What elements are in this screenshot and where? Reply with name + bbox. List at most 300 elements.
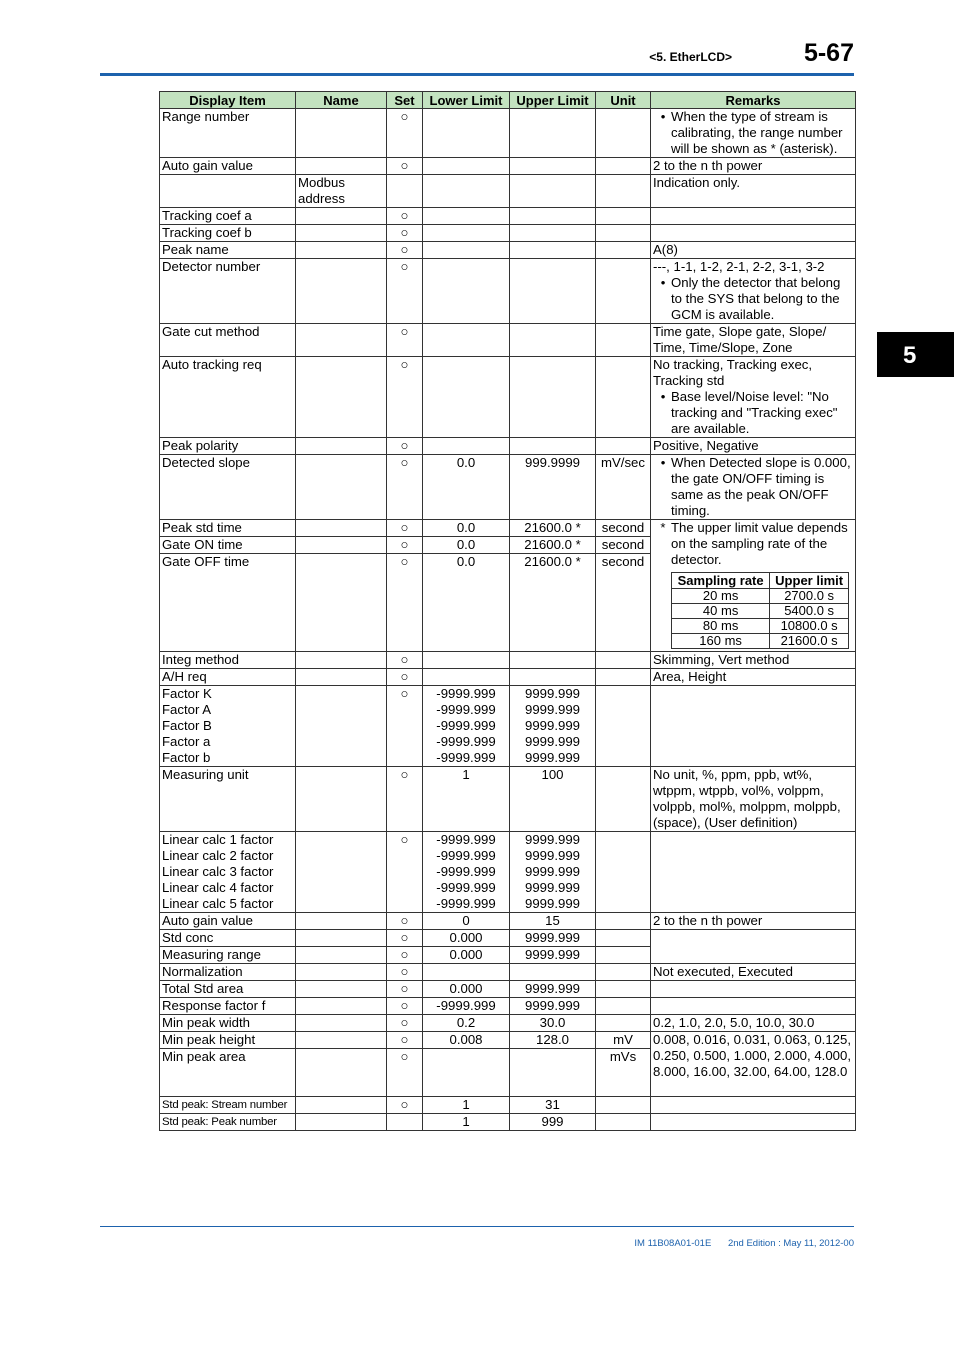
- unit-cell: [596, 981, 651, 998]
- set-mark: ○: [387, 1015, 423, 1032]
- lower-limit: [423, 652, 510, 669]
- factor-label: Linear calc 2 factor: [162, 848, 274, 863]
- display-item: Tracking coef b: [160, 225, 296, 242]
- lower-value: -9999.999: [436, 880, 496, 895]
- name-cell: [296, 998, 387, 1015]
- remarks: 2 to the n th power: [651, 913, 856, 930]
- display-item: Auto tracking req: [160, 357, 296, 438]
- table-row: [160, 669, 856, 686]
- set-mark: ○: [387, 455, 423, 520]
- bullet: •: [660, 455, 666, 470]
- table-row: [160, 158, 856, 175]
- upper-limit: 999: [510, 1114, 596, 1131]
- col-header: Lower Limit: [423, 92, 510, 109]
- set-mark: ○: [387, 537, 423, 554]
- upper-limit: 9999.999: [510, 930, 596, 947]
- table-row: [160, 455, 856, 520]
- set-mark: ○: [387, 242, 423, 259]
- table-row: [160, 1015, 856, 1032]
- name-cell: [296, 981, 387, 998]
- table-row: [160, 832, 856, 913]
- sub-col-header: Upper limit: [770, 573, 849, 589]
- remark-text: When the type of stream is calibrating, the range number will be shown as * (asterisk).: [671, 109, 843, 156]
- remarks: [651, 109, 856, 158]
- lower-value: -9999.999: [436, 864, 496, 879]
- upper-limit: [510, 109, 596, 158]
- upper-limit: [510, 158, 596, 175]
- upper-limit: 100: [510, 767, 596, 832]
- unit-cell: mV: [596, 1032, 651, 1049]
- display-item: Measuring range: [160, 947, 296, 964]
- document-id: IM 11B08A01-01E: [634, 1238, 712, 1249]
- remarks: [651, 259, 856, 324]
- factor-label: Factor B: [162, 718, 212, 733]
- name-cell: [296, 913, 387, 930]
- unit-cell: [596, 1015, 651, 1032]
- remarks: Indication only.: [651, 175, 856, 208]
- unit-cell: [596, 158, 651, 175]
- lower-limit: 0.0: [423, 455, 510, 520]
- display-item: Measuring unit: [160, 767, 296, 832]
- name-cell: [296, 554, 387, 652]
- display-item: Min peak height: [160, 1032, 296, 1049]
- remarks: [651, 520, 856, 652]
- lower-value: -9999.999: [436, 848, 496, 863]
- factor-label: Factor a: [162, 734, 211, 749]
- set-mark: ○: [387, 669, 423, 686]
- display-item: Total Std area: [160, 981, 296, 998]
- name-cell: [296, 158, 387, 175]
- unit-cell: [596, 832, 651, 913]
- name-cell: [296, 208, 387, 225]
- lower-limit: -9999.999: [423, 998, 510, 1015]
- display-item: Gate OFF time: [160, 554, 296, 652]
- set-mark: ○: [387, 652, 423, 669]
- unit-cell: [596, 767, 651, 832]
- lower-limit: 1: [423, 1114, 510, 1131]
- upper-limit: [510, 357, 596, 438]
- display-item: Std peak: Stream number: [160, 1097, 296, 1114]
- unit-cell: second: [596, 537, 651, 554]
- table-row: [160, 208, 856, 225]
- set-mark: ○: [387, 981, 423, 998]
- lower-limit: [423, 324, 510, 357]
- remarks: [651, 686, 856, 767]
- upper-limit: 9999.999: [510, 981, 596, 998]
- remark-text: Base level/Noise level: "No tracking and "Tracking exec" are available.: [671, 389, 838, 436]
- upper-limit: [510, 225, 596, 242]
- lower-value: -9999.999: [436, 734, 496, 749]
- remarks: Skimming, Vert method: [651, 652, 856, 669]
- upper-value: 9999.999: [524, 880, 580, 895]
- lower-value: -9999.999: [436, 702, 496, 717]
- name-cell: [296, 686, 387, 767]
- upper-limit: 31: [510, 1097, 596, 1114]
- sampling-rate: 40 ms: [672, 604, 770, 619]
- table-row: [160, 1114, 856, 1131]
- remarks: Positive, Negative: [651, 438, 856, 455]
- name-cell: Modbus address: [296, 175, 387, 208]
- unit-cell: [596, 669, 651, 686]
- footer: [620, 1238, 854, 1249]
- section-title: <5. EtherLCD>: [649, 50, 732, 64]
- name-cell: [296, 520, 387, 537]
- name-cell: [296, 1032, 387, 1049]
- set-mark: ○: [387, 109, 423, 158]
- upper-limit: 9999.999: [510, 947, 596, 964]
- upper-limit: 128.0: [510, 1032, 596, 1049]
- table-row: [160, 242, 856, 259]
- display-item: A/H req: [160, 669, 296, 686]
- lower-limit: 0.000: [423, 930, 510, 947]
- lower-limit: 0.2: [423, 1015, 510, 1032]
- upper-limit: [510, 832, 596, 913]
- set-mark: ○: [387, 1049, 423, 1097]
- name-cell: [296, 1114, 387, 1131]
- upper-limit: 9999.999: [510, 998, 596, 1015]
- display-item: Integ method: [160, 652, 296, 669]
- table-row: [160, 652, 856, 669]
- unit-cell: mVs: [596, 1049, 651, 1097]
- col-header: Unit: [596, 92, 651, 109]
- upper-limit: [510, 324, 596, 357]
- unit-cell: [596, 357, 651, 438]
- unit-cell: [596, 242, 651, 259]
- name-cell: [296, 832, 387, 913]
- lower-value: -9999.999: [436, 896, 496, 911]
- remark-text: ---, 1-1, 1-2, 2-1, 2-2, 3-1, 3-2: [653, 259, 825, 274]
- lower-limit: 0.000: [423, 981, 510, 998]
- lower-limit: 0.0: [423, 537, 510, 554]
- table-row: [160, 998, 856, 1015]
- unit-cell: [596, 930, 651, 947]
- upper-value: 9999.999: [524, 750, 580, 765]
- table-row: [160, 686, 856, 767]
- name-cell: [296, 947, 387, 964]
- display-item: Auto gain value: [160, 913, 296, 930]
- lower-limit: [423, 964, 510, 981]
- table-row: [160, 520, 856, 537]
- set-mark: ○: [387, 208, 423, 225]
- page-number: 5-67: [803, 39, 854, 67]
- col-header: Display Item: [160, 92, 296, 109]
- lower-limit: [423, 225, 510, 242]
- name-cell: [296, 225, 387, 242]
- unit-cell: [596, 175, 651, 208]
- lower-value: -9999.999: [436, 718, 496, 733]
- remarks: Not executed, Executed: [651, 964, 856, 981]
- parameter-table: [159, 91, 856, 1131]
- upper-limit: [510, 669, 596, 686]
- asterisk: *: [660, 520, 666, 535]
- header-rule: [100, 73, 854, 76]
- lower-limit: [423, 259, 510, 324]
- unit-cell: [596, 652, 651, 669]
- sampling-note: The upper limit value depends on the sampling rate of the detector.: [671, 520, 848, 567]
- lower-limit: [423, 832, 510, 913]
- set-mark: [387, 1114, 423, 1131]
- display-item: Min peak area: [160, 1049, 296, 1097]
- unit-cell: [596, 225, 651, 242]
- lower-limit: [423, 109, 510, 158]
- remarks: 0.2, 1.0, 2.0, 5.0, 10.0, 30.0: [651, 1015, 856, 1032]
- display-item: Peak name: [160, 242, 296, 259]
- remarks: 0.008, 0.016, 0.031, 0.063, 0.125, 0.250, 0.500, 1.000, 2.000, 4.000, 8.000, 16.00, 32.00, 64.00, 128.0: [651, 1032, 856, 1097]
- remarks: [651, 1114, 856, 1131]
- unit-cell: [596, 686, 651, 767]
- name-cell: [296, 438, 387, 455]
- table-row: [160, 109, 856, 158]
- lower-limit: 0.0: [423, 520, 510, 537]
- name-cell: [296, 455, 387, 520]
- display-item: Peak polarity: [160, 438, 296, 455]
- set-mark: ○: [387, 438, 423, 455]
- set-mark: ○: [387, 225, 423, 242]
- lower-value: -9999.999: [436, 832, 496, 847]
- upper-limit-value: 5400.0 s: [770, 604, 849, 619]
- display-item: [160, 686, 296, 767]
- upper-limit: 21600.0 *: [510, 554, 596, 652]
- unit-cell: [596, 438, 651, 455]
- name-cell: [296, 242, 387, 259]
- name-cell: [296, 767, 387, 832]
- unit-cell: [596, 1097, 651, 1114]
- name-cell: [296, 109, 387, 158]
- display-item: Range number: [160, 109, 296, 158]
- display-item: Peak std time: [160, 520, 296, 537]
- remarks: [651, 208, 856, 225]
- unit-cell: [596, 208, 651, 225]
- table-row: [160, 324, 856, 357]
- lower-limit: [423, 175, 510, 208]
- lower-limit: [423, 438, 510, 455]
- set-mark: ○: [387, 357, 423, 438]
- unit-cell: [596, 1114, 651, 1131]
- upper-limit: [510, 652, 596, 669]
- lower-limit: 1: [423, 767, 510, 832]
- name-cell: [296, 324, 387, 357]
- factor-label: Factor b: [162, 750, 211, 765]
- name-cell: [296, 259, 387, 324]
- sampling-rate: 80 ms: [672, 619, 770, 634]
- unit-cell: second: [596, 554, 651, 652]
- table-row: [160, 964, 856, 981]
- lower-limit: [423, 242, 510, 259]
- set-mark: ○: [387, 554, 423, 652]
- set-mark: ○: [387, 832, 423, 913]
- table-row: [160, 438, 856, 455]
- factor-label: Linear calc 1 factor: [162, 832, 274, 847]
- set-mark: ○: [387, 686, 423, 767]
- display-item: Auto gain value: [160, 158, 296, 175]
- remarks: A(8): [651, 242, 856, 259]
- set-mark: ○: [387, 998, 423, 1015]
- unit-cell: [596, 324, 651, 357]
- display-item: Detector number: [160, 259, 296, 324]
- lower-limit: 1: [423, 1097, 510, 1114]
- remarks: [651, 357, 856, 438]
- display-item: Min peak width: [160, 1015, 296, 1032]
- lower-limit: 0.008: [423, 1032, 510, 1049]
- upper-limit: 21600.0 *: [510, 520, 596, 537]
- table-row: [160, 1097, 856, 1114]
- name-cell: [296, 1015, 387, 1032]
- table-row: [160, 930, 856, 947]
- upper-limit: 30.0: [510, 1015, 596, 1032]
- table-row: [160, 259, 856, 324]
- upper-limit: [510, 1049, 596, 1097]
- upper-value: 9999.999: [524, 686, 580, 701]
- name-cell: [296, 964, 387, 981]
- bullet: •: [660, 389, 666, 404]
- upper-limit: [510, 686, 596, 767]
- display-item: Gate ON time: [160, 537, 296, 554]
- upper-value: 9999.999: [524, 702, 580, 717]
- upper-limit: [510, 438, 596, 455]
- lower-limit: 0.0: [423, 554, 510, 652]
- set-mark: ○: [387, 1097, 423, 1114]
- bullet: •: [660, 109, 666, 124]
- footer-rule: [100, 1226, 854, 1227]
- upper-limit-value: 2700.0 s: [770, 589, 849, 604]
- display-item: Detected slope: [160, 455, 296, 520]
- lower-limit: [423, 1049, 510, 1097]
- unit-cell: [596, 998, 651, 1015]
- upper-value: 9999.999: [524, 896, 580, 911]
- lower-limit: 0.000: [423, 947, 510, 964]
- remarks: Time gate, Slope gate, Slope/ Time, Time/Slope, Zone: [651, 324, 856, 357]
- lower-limit: [423, 158, 510, 175]
- edition: 2nd Edition : May 11, 2012-00: [727, 1238, 854, 1249]
- set-mark: ○: [387, 930, 423, 947]
- upper-limit: [510, 242, 596, 259]
- display-item: Std peak: Peak number: [160, 1114, 296, 1131]
- name-cell: [296, 669, 387, 686]
- lower-limit: [423, 669, 510, 686]
- unit-cell: [596, 259, 651, 324]
- lower-limit: [423, 686, 510, 767]
- unit-cell: mV/sec: [596, 455, 651, 520]
- display-item: [160, 832, 296, 913]
- bullet: •: [660, 275, 666, 290]
- table-row: [160, 913, 856, 930]
- table-row: [160, 981, 856, 998]
- upper-limit-value: 21600.0 s: [770, 634, 849, 649]
- remarks: [651, 930, 856, 964]
- factor-label: Factor A: [162, 702, 212, 717]
- lower-limit: 0: [423, 913, 510, 930]
- lower-limit: [423, 357, 510, 438]
- unit-cell: [596, 913, 651, 930]
- table-row: [160, 225, 856, 242]
- set-mark: [387, 175, 423, 208]
- lower-value: -9999.999: [436, 750, 496, 765]
- upper-limit: [510, 964, 596, 981]
- unit-cell: [596, 109, 651, 158]
- set-mark: ○: [387, 259, 423, 324]
- display-item: Response factor f: [160, 998, 296, 1015]
- upper-value: 9999.999: [524, 832, 580, 847]
- unit-cell: second: [596, 520, 651, 537]
- remarks: [651, 832, 856, 913]
- factor-label: Linear calc 3 factor: [162, 864, 274, 879]
- remarks: [651, 998, 856, 1015]
- set-mark: ○: [387, 964, 423, 981]
- upper-limit: [510, 259, 596, 324]
- table-header-row: [160, 92, 856, 109]
- sampling-rate: 160 ms: [672, 634, 770, 649]
- upper-value: 9999.999: [524, 734, 580, 749]
- upper-limit: [510, 175, 596, 208]
- upper-value: 9999.999: [524, 864, 580, 879]
- remarks: No unit, %, ppm, ppb, wt%, wtppm, wtppb, vol%, volppm, volppb, mol%, molppm, molppb, (space), (User definition): [651, 767, 856, 832]
- name-cell: [296, 1049, 387, 1097]
- name-cell: [296, 357, 387, 438]
- name-cell: [296, 1097, 387, 1114]
- display-item: Tracking coef a: [160, 208, 296, 225]
- remarks: 2 to the n th power: [651, 158, 856, 175]
- set-mark: ○: [387, 767, 423, 832]
- col-header: Remarks: [651, 92, 856, 109]
- table-row: [160, 1032, 856, 1049]
- table-row: [160, 357, 856, 438]
- set-mark: ○: [387, 324, 423, 357]
- sampling-rate: 20 ms: [672, 589, 770, 604]
- lower-limit: [423, 208, 510, 225]
- lower-value: -9999.999: [436, 686, 496, 701]
- table-row: [160, 767, 856, 832]
- display-item: [160, 175, 296, 208]
- set-mark: ○: [387, 1032, 423, 1049]
- col-header: Upper Limit: [510, 92, 596, 109]
- display-item: Gate cut method: [160, 324, 296, 357]
- set-mark: ○: [387, 158, 423, 175]
- unit-cell: [596, 947, 651, 964]
- remarks: [651, 1097, 856, 1114]
- remark-text: No tracking, Tracking exec, Tracking std: [653, 357, 813, 388]
- factor-label: Linear calc 4 factor: [162, 880, 274, 895]
- upper-limit-value: 10800.0 s: [770, 619, 849, 634]
- name-cell: [296, 652, 387, 669]
- set-mark: ○: [387, 913, 423, 930]
- col-header: Name: [296, 92, 387, 109]
- upper-limit: 15: [510, 913, 596, 930]
- chapter-tab: 5: [877, 332, 954, 377]
- set-mark: ○: [387, 520, 423, 537]
- unit-cell: [596, 964, 651, 981]
- remark-text: Only the detector that belong to the SYS that belong to the GCM is available.: [671, 275, 841, 322]
- sub-col-header: Sampling rate: [672, 573, 770, 589]
- upper-limit: 21600.0 *: [510, 537, 596, 554]
- remarks: [651, 981, 856, 998]
- factor-label: Linear calc 5 factor: [162, 896, 274, 911]
- remarks: [651, 455, 856, 520]
- upper-limit: [510, 208, 596, 225]
- sampling-rate-table: [671, 572, 849, 649]
- remarks: [651, 225, 856, 242]
- upper-value: 9999.999: [524, 718, 580, 733]
- display-item: Std conc: [160, 930, 296, 947]
- set-mark: ○: [387, 947, 423, 964]
- name-cell: [296, 537, 387, 554]
- upper-value: 9999.999: [524, 848, 580, 863]
- name-cell: [296, 930, 387, 947]
- col-header: Set: [387, 92, 423, 109]
- remarks: Area, Height: [651, 669, 856, 686]
- upper-limit: 999.9999: [510, 455, 596, 520]
- table-row: [160, 175, 856, 208]
- display-item: Normalization: [160, 964, 296, 981]
